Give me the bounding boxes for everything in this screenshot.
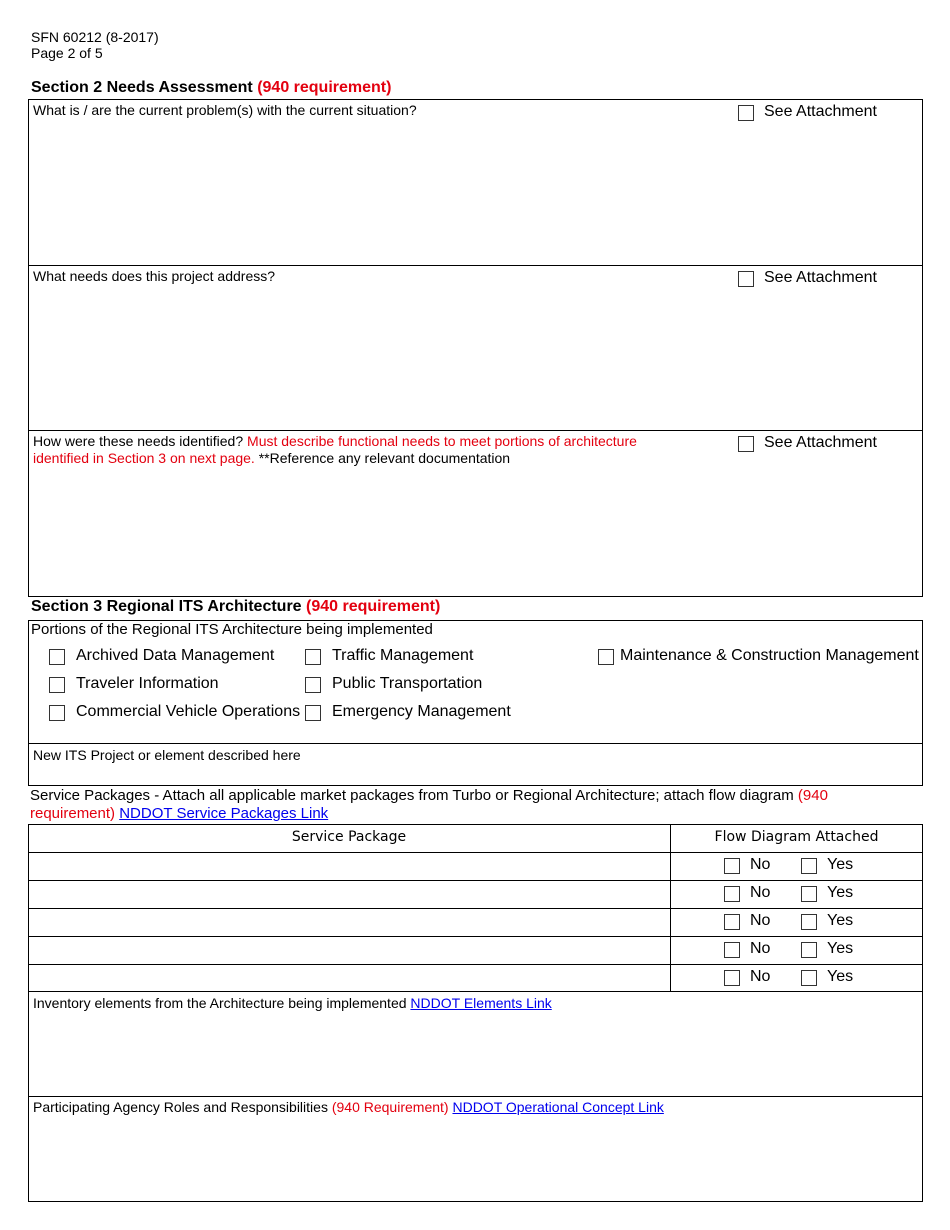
emergency-management-checkbox[interactable] bbox=[305, 705, 321, 721]
service-package-field[interactable] bbox=[32, 967, 666, 989]
flow-yes-checkbox[interactable] bbox=[801, 914, 817, 930]
q2-see-attachment-label: See Attachment bbox=[764, 269, 877, 286]
flow-yes-label: Yes bbox=[827, 884, 854, 901]
divider bbox=[28, 743, 923, 744]
divider bbox=[28, 1096, 923, 1097]
flow-yes-label: Yes bbox=[827, 940, 854, 957]
flow-no-checkbox[interactable] bbox=[724, 970, 740, 986]
q3-answer-field[interactable] bbox=[33, 472, 913, 592]
archived-data-checkbox[interactable] bbox=[49, 649, 65, 665]
operational-concept-link[interactable]: NDDOT Operational Concept Link bbox=[452, 1099, 664, 1115]
table-row-divider bbox=[28, 964, 923, 965]
flow-yes-label: Yes bbox=[827, 968, 854, 985]
q1-label: What is / are the current problem(s) with the current situation? bbox=[33, 102, 417, 118]
flow-yes-checkbox[interactable] bbox=[801, 942, 817, 958]
maintenance-construction-checkbox[interactable] bbox=[598, 649, 614, 665]
flow-yes-label: Yes bbox=[827, 912, 854, 929]
service-package-field[interactable] bbox=[32, 855, 666, 877]
traffic-management-checkbox[interactable] bbox=[305, 649, 321, 665]
q3-instruction: Must describe functional needs to meet portions of architecture identified in Section 3 on next page. bbox=[33, 433, 637, 466]
agency-label-row bbox=[33, 1099, 664, 1116]
flow-no-label: No bbox=[750, 856, 771, 873]
q3-see-attachment-label: See Attachment bbox=[764, 434, 877, 451]
service-packages-intro bbox=[30, 787, 910, 823]
service-package-field[interactable] bbox=[32, 883, 666, 905]
q1-see-attachment-checkbox[interactable] bbox=[738, 105, 754, 121]
q2-answer-field[interactable] bbox=[33, 290, 913, 425]
divider bbox=[28, 265, 923, 266]
q3-label bbox=[33, 433, 673, 467]
service-packages-requirement: (940 requirement) bbox=[30, 787, 828, 822]
archived-data-label: Archived Data Management bbox=[76, 647, 275, 664]
inventory-label-row bbox=[33, 995, 552, 1012]
flow-no-checkbox[interactable] bbox=[724, 858, 740, 874]
service-package-field[interactable] bbox=[32, 939, 666, 961]
table-row-divider bbox=[28, 908, 923, 909]
flow-no-label: No bbox=[750, 884, 771, 901]
service-packages-link[interactable]: NDDOT Service Packages Link bbox=[119, 805, 329, 822]
service-packages-text: Service Packages - Attach all applicable market packages from Turbo or Regional Architecture; attach flow diagram bbox=[30, 787, 794, 804]
flow-yes-checkbox[interactable] bbox=[801, 970, 817, 986]
service-package-header: Service Package bbox=[291, 829, 407, 845]
public-transportation-label: Public Transportation bbox=[332, 675, 483, 692]
flow-no-label: No bbox=[750, 912, 771, 929]
table-row-divider bbox=[28, 880, 923, 881]
elements-link[interactable]: NDDOT Elements Link bbox=[410, 995, 552, 1011]
commercial-vehicle-checkbox[interactable] bbox=[49, 705, 65, 721]
inventory-label: Inventory elements from the Architecture being implemented bbox=[33, 995, 407, 1011]
new-project-label: New ITS Project or element described here bbox=[33, 747, 301, 763]
q1-see-attachment-label: See Attachment bbox=[764, 103, 877, 120]
q1-answer-field[interactable] bbox=[33, 124, 913, 260]
new-project-field[interactable] bbox=[33, 765, 913, 783]
q3-note: **Reference any relevant documentation bbox=[258, 450, 511, 466]
q2-label: What needs does this project address? bbox=[33, 268, 276, 284]
public-transportation-checkbox[interactable] bbox=[305, 677, 321, 693]
flow-yes-checkbox[interactable] bbox=[801, 858, 817, 874]
portions-label: Portions of the Regional ITS Architecture being implemented bbox=[31, 621, 433, 638]
section2-requirement: (940 requirement) bbox=[257, 79, 392, 96]
section3-title-text: Section 3 Regional ITS Architecture bbox=[31, 598, 302, 615]
emergency-management-label: Emergency Management bbox=[332, 703, 511, 720]
traveler-information-checkbox[interactable] bbox=[49, 677, 65, 693]
commercial-vehicle-label: Commercial Vehicle Operations bbox=[76, 703, 301, 720]
traffic-management-label: Traffic Management bbox=[332, 647, 474, 664]
section3-requirement: (940 requirement) bbox=[306, 598, 441, 615]
flow-no-checkbox[interactable] bbox=[724, 886, 740, 902]
agency-requirement: (940 Requirement) bbox=[331, 1099, 449, 1115]
section3-title bbox=[31, 597, 440, 616]
page-number: Page 2 of 5 bbox=[31, 45, 103, 61]
divider bbox=[28, 430, 923, 431]
flow-no-checkbox[interactable] bbox=[724, 942, 740, 958]
inventory-field[interactable] bbox=[33, 1016, 913, 1092]
flow-no-label: No bbox=[750, 968, 771, 985]
flow-no-checkbox[interactable] bbox=[724, 914, 740, 930]
table-row-divider bbox=[28, 852, 923, 853]
section2-title bbox=[31, 78, 391, 97]
agency-field[interactable] bbox=[33, 1120, 913, 1198]
flow-diagram-header: Flow Diagram Attached bbox=[714, 829, 879, 845]
service-package-field[interactable] bbox=[32, 911, 666, 933]
flow-no-label: No bbox=[750, 940, 771, 957]
agency-label: Participating Agency Roles and Responsibilities bbox=[33, 1099, 328, 1115]
q3-question: How were these needs identified? bbox=[33, 433, 244, 449]
section2-title-text: Section 2 Needs Assessment bbox=[31, 79, 253, 96]
table-row-divider bbox=[28, 936, 923, 937]
flow-yes-checkbox[interactable] bbox=[801, 886, 817, 902]
traveler-information-label: Traveler Information bbox=[76, 675, 219, 692]
form-number: SFN 60212 (8-2017) bbox=[31, 29, 159, 45]
q2-see-attachment-checkbox[interactable] bbox=[738, 271, 754, 287]
flow-yes-label: Yes bbox=[827, 856, 854, 873]
maintenance-construction-label: Maintenance & Construction Management bbox=[620, 647, 919, 664]
q3-see-attachment-checkbox[interactable] bbox=[738, 436, 754, 452]
